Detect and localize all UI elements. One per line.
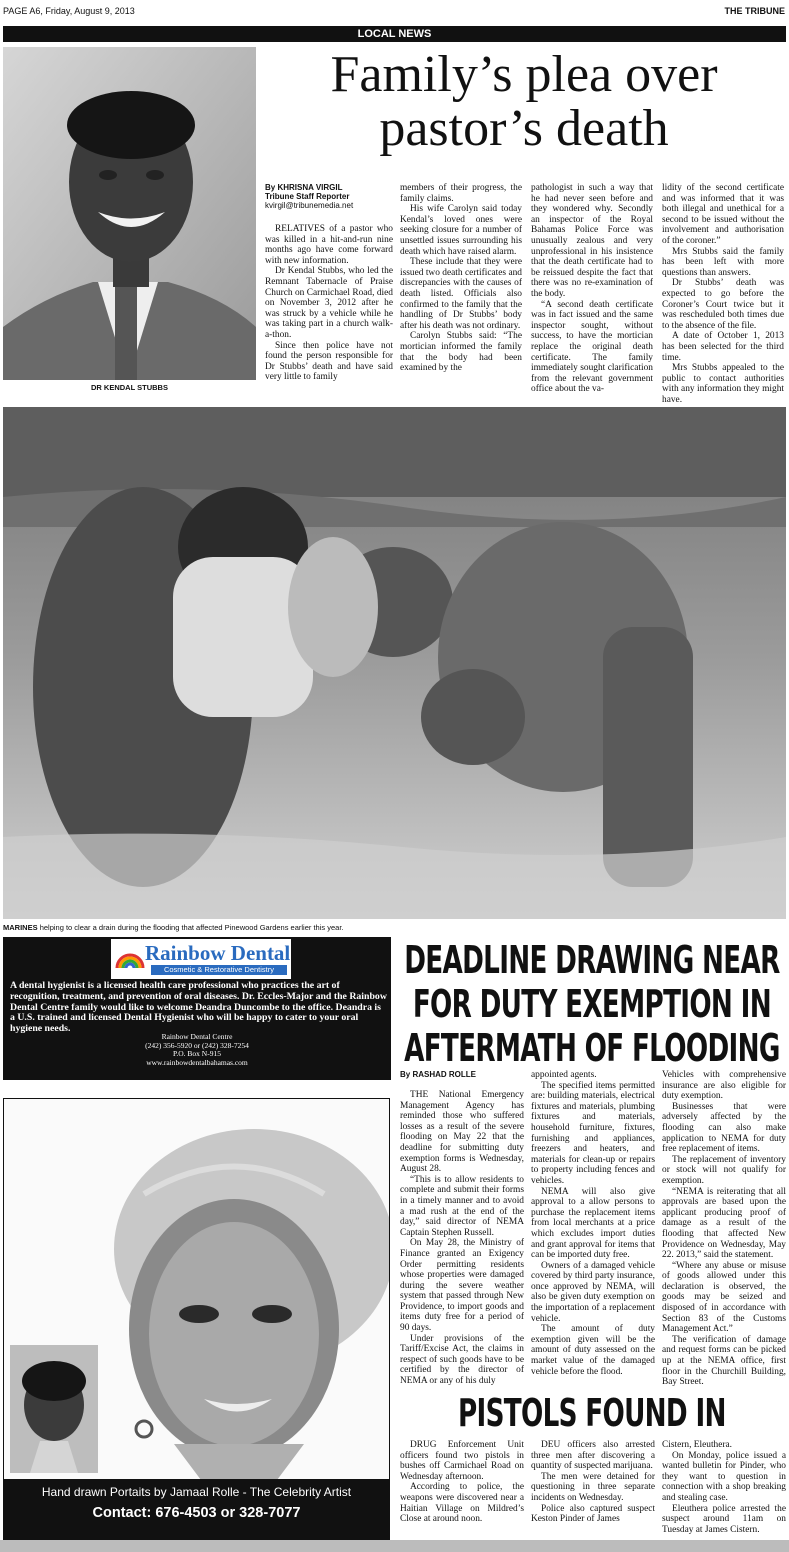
dental-contact	[3, 1033, 391, 1067]
paragraph: His wife Carolyn said today Kendal’s loved ones were seeking closure for a number of unsettled issues surrounding his death which have raised alarm.	[400, 204, 522, 257]
paragraph: On Monday, police issued a wanted bulletin for Pinder, who they want to question in connection with a shop breaking and stealing case.	[662, 1450, 786, 1503]
story2-col2	[531, 1070, 655, 1377]
paragraph: pathologist in such a way that he had never seen before and they wondered why. Secondly an inspector of the Royal Bahamas Police Force was unusually zealous and very unprofessional in his insistence that the death certificate had to be reissued despite the fact that there was no re-examination of the body.	[531, 183, 653, 299]
story1-col4	[662, 183, 784, 405]
paragraph: Owners of a damaged vehicle covered by third party insurance, once approved by NEMA, will also be given duty exemption on the importation of a replacement vehicle.	[531, 1260, 655, 1324]
story1-col3	[531, 183, 653, 395]
headline-line: AFTERMATH OF FLOODING	[404, 1026, 780, 1070]
marines-caption	[3, 923, 786, 932]
section-label: LOCAL NEWS	[357, 28, 432, 40]
byline-email[interactable]: kvirgil@tribunemedia.net	[265, 201, 354, 210]
byline-name: By KHRISNA VIRGIL	[265, 183, 343, 192]
story3-headline-box	[398, 1390, 786, 1436]
paragraph: A date of October 1, 2013 has been selected for the third time.	[662, 331, 784, 363]
paragraph: According to police, the weapons were discovered near a Haitian Village on Mildred’s Close at around noon.	[400, 1482, 524, 1525]
dental-contact-name: Rainbow Dental Centre	[161, 1032, 233, 1041]
headline-line: pastor’s death	[379, 100, 669, 157]
paragraph: Mrs Stubbs said the family has been left with more questions than answers.	[662, 246, 784, 278]
story3-headline: PISTOLS FOUND IN	[458, 1391, 726, 1435]
portrait-inset-photo	[10, 1345, 98, 1473]
paragraph: “NEMA is reiterating that all approvals are based upon the applicant producing proof of damage as a result of the flooding that affected New Providence on Wednesday, May 22. 2013,” said the statement.	[662, 1186, 786, 1261]
portrait-ad[interactable]	[3, 1098, 390, 1540]
story1-byline	[265, 183, 393, 210]
story3-col1	[400, 1440, 524, 1525]
headline-line: Family’s plea over	[330, 46, 718, 103]
caption-text: helping to clear a drain during the flooding that affected Pinewood Gardens earlier this year.	[39, 923, 344, 932]
paragraph: Under provisions of the Tariff/Excise Act, the claims in respect of such goods have to be certified by the director of NEMA or any of his duly	[400, 1333, 524, 1387]
paragraph: Police also captured suspect Keston Pinder of James	[531, 1503, 655, 1525]
paragraph: Dr Kendal Stubbs, who led the Remnant Tabernacle of Praise Church on Carmichael Road, died on November 3, 2012 after he was struck by a vehicle while he was taking part in a church walk-a-thon.	[265, 266, 393, 340]
footer-bar	[0, 1540, 789, 1552]
dental-ad[interactable]	[3, 937, 391, 1080]
story2-byline: By RASHAD ROLLE	[400, 1070, 477, 1079]
caption-bold: MARINES	[3, 923, 38, 932]
byline-role: Tribune Staff Reporter	[265, 192, 350, 201]
paragraph: The specified items permitted are: building materials, electrical fixtures and materials, plumbing fixtures and materials, household furniture, fixtures, furnishing and appliances, freezers and heaters, and materials for clean-up or repairs to property including fences and vehicles.	[531, 1080, 655, 1186]
marines-photo	[3, 407, 786, 919]
story2-col1	[400, 1090, 524, 1387]
paragraph: On May 28, the Ministry of Finance granted an Exigency Order permitting residents whose properties were damaged during the severe weather system that passed through New Providence, to import goods and items duty free for a period of 90 days.	[400, 1238, 524, 1334]
paragraph: The men were detained for questioning in three separate incidents on Wednesday.	[531, 1471, 655, 1503]
story1-col2	[400, 183, 522, 374]
story1-headline	[264, 48, 784, 156]
dental-contact-phone: (242) 356-5920 or (242) 328-7254	[145, 1040, 249, 1050]
section-bar	[3, 26, 786, 42]
headline-line: DEADLINE DRAWING NEAR	[404, 938, 780, 982]
paragraph: “Where any abuse or misuse of goods allowed under this declaration is observed, the goods may be seized and disposed of in accordance with Section 83 of the Customs Management Act.”	[662, 1260, 786, 1335]
dental-tagline: Cosmetic & Restorative Dentistry	[151, 965, 287, 975]
paragraph: “A second death certificate was in fact issued and the same inspector sought, without success, to have the mortician replace the original death certificate. The family immediately sought clarification from the relevant government office about the va-	[531, 299, 653, 395]
portrait-ad-line2: Contact: 676-4503 or 328-7077	[92, 1505, 301, 1521]
paragraph: DRUG Enforcement Unit officers found two pistols in bushes off Carmichael Road on Wednesday afternoon.	[400, 1440, 524, 1482]
paragraph: RELATIVES of a pastor who was killed in a hit-and-run nine months ago have come forward with new information.	[265, 224, 393, 266]
paragraph: NEMA will also give approval to a allow persons to purchase the replacement items from local merchants at a price which excludes import duties and grant approval for items that can be imported duty free.	[531, 1186, 655, 1261]
paragraph: Eleuthera police arrested the suspect around 11am on Tuesday at James Cistern.	[662, 1503, 786, 1535]
rainbow-icon	[115, 944, 145, 974]
paragraph: Since then police have not found the person responsible for Dr Stubbs’ death and have said very little to family	[265, 340, 393, 383]
story2-headline	[398, 938, 786, 1070]
dental-contact-box: P.O. Box N-915	[173, 1049, 221, 1059]
story2-col3	[662, 1070, 786, 1388]
dental-brand: Rainbow Dental	[145, 941, 291, 965]
paragraph: THE National Emergency Management Agency has reminded those who suffered losses as a result of the severe flooding on May 22 that the deadline for submitting duty exemption forms is Wednesday, August 28.	[400, 1090, 524, 1175]
paragraph: Dr Stubbs’ death was expected to go before the Coroner’s Court twice but it was rescheduled both times due to the absence of the file.	[662, 278, 784, 331]
paragraph: lidity of the second certificate and was informed that it was both illegal and unethical for a second to be issued without the involvement and authorisation of the coroner.”	[662, 183, 784, 246]
portrait-ad-line1: Hand drawn Portaits by Jamaal Rolle - The Celebrity Artist	[41, 1485, 352, 1499]
paragraph: The verification of damage and request forms can be picked up at the NEMA office, first floor in the Churchill Building, Bay Street.	[662, 1334, 786, 1388]
paragraph: Mrs Stubbs appealed to the public to contact authorities with any information they might have.	[662, 363, 784, 405]
paragraph: DEU officers also arrested three men after discovering a quantity of suspected marijuana.	[531, 1440, 655, 1472]
photo-caption: DR KENDAL STUBBS	[91, 383, 168, 392]
paragraph: Carolyn Stubbs said: “The mortician informed the family that the body had been examined by the	[400, 331, 522, 374]
paper-name: THE TRIBUNE	[724, 6, 785, 16]
paragraph: appointed agents.	[531, 1070, 597, 1080]
dental-contact-web[interactable]: www.rainbowdentalbahamas.com	[146, 1057, 248, 1067]
paragraph: “This is to allow residents to complete and submit their forms in a timely manner and to avoid a mad rush at the end of the day,” said director of NEMA Captain Stephen Russell.	[400, 1174, 524, 1238]
story3-col2	[531, 1440, 655, 1525]
story1-col1	[265, 224, 393, 383]
paragraph: The amount of duty exemption given will be the amount of duty assessed on the market value of the damaged vehicle before the flood.	[531, 1324, 655, 1377]
portrait-ad-banner	[4, 1479, 389, 1539]
paragraph: These include that they were issued two death certificates and discrepancies with the causes of death listed. Officials also confirmed to the family that the handling of Dr Stubbs’ body after his death was not ordinary.	[400, 257, 522, 331]
paragraph: Cistern, Eleuthera.	[662, 1440, 733, 1450]
pastor-photo	[3, 47, 256, 380]
paragraph: members of their progress, the family claims.	[400, 183, 522, 204]
dental-body: A dental hygienist is a licensed health care professional who practices the art of recognition, treatment, and prevention of oral diseases. Dr. Eccles-Major and the Rainbow Dental Centre family would like to welcome Deandra Duncombe to the office. Deandra is a U.S. trained and licensed Dental Hygienist who will be happy to cater to your oral hygiene needs.	[10, 980, 387, 1035]
page-info: PAGE A6, Friday, August 9, 2013	[3, 6, 135, 16]
paragraph: The replacement of inventory or stock will not qualify for exemption.	[662, 1154, 786, 1186]
story3-col3	[662, 1440, 786, 1535]
dental-logo	[111, 939, 291, 979]
paragraph: Vehicles with comprehensive insurance are also eligible for duty exemption.	[662, 1070, 786, 1102]
paragraph: Businesses that were adversely affected by the flooding can also make application to NEMA for duty free replacement of items.	[662, 1101, 786, 1155]
headline-line: FOR DUTY EXEMPTION IN	[412, 982, 771, 1026]
